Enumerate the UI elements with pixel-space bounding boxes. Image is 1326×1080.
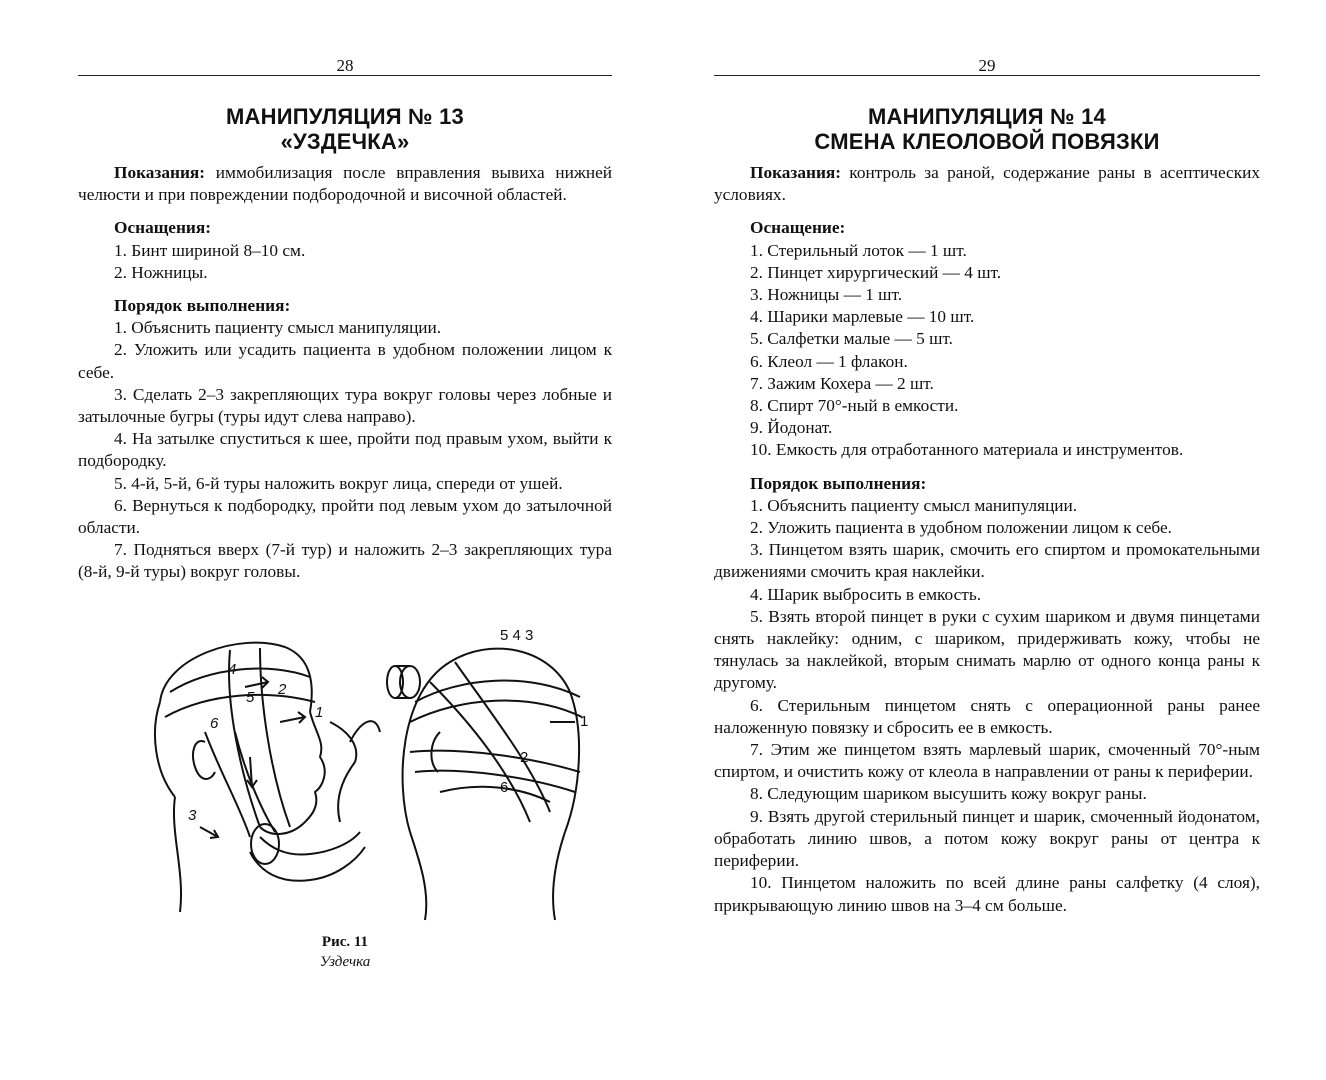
procedure-step: 9. Взять другой стерильный пинцет и шарик, смоченный йодонатом, обработать линию швов, а потом кожу вокруг раны от центра к периферии. xyxy=(714,806,1260,871)
figure-label: 3 xyxy=(188,807,197,824)
indications-text: контроль за раной, содержание раны в асептических условиях. xyxy=(714,163,1260,205)
procedure-step: 2. Уложить или усадить пациента в удобном положении лицом к себе. xyxy=(78,340,612,382)
figure-label: 5 4 3 xyxy=(500,627,534,644)
page-number: 28 xyxy=(336,56,354,75)
equipment-item: 4. Шарики марлевые — 10 шт. xyxy=(750,307,975,327)
page-number: 29 xyxy=(978,56,996,75)
figure-label: 2 xyxy=(520,749,529,766)
equipment-item: 9. Йодонат. xyxy=(750,418,833,438)
procedure-step: 8. Следующим шариком высушить кожу вокруг раны. xyxy=(750,784,1147,804)
equipment-item: 6. Клеол — 1 флакон. xyxy=(750,351,908,371)
procedure-step: 1. Объяснить пациенту смысл манипуляции. xyxy=(750,495,1078,515)
indications-label: Показания: xyxy=(114,163,206,182)
procedure-step: 3. Пинцетом взять шарик, смочить его спиртом и промокательными движениями смочить края наклейки. xyxy=(714,540,1260,582)
indications-label: Показания: xyxy=(750,163,842,182)
figure-label: 1 xyxy=(315,704,324,721)
manipulation-title xyxy=(78,104,612,154)
figure-label: 4 xyxy=(228,661,237,678)
equipment-item: 8. Спирт 70°-ный в емкости. xyxy=(750,396,959,416)
equipment-item: 5. Салфетки малые — 5 шт. xyxy=(750,329,953,349)
figure-label: 6 xyxy=(210,715,219,732)
equipment-item: 2. Ножницы. xyxy=(114,262,208,282)
procedure-step: 2. Уложить пациента в удобном положении лицом к себе. xyxy=(750,518,1172,538)
left-page xyxy=(78,0,612,1080)
procedure-step: 6. Вернуться к подбородку, пройти под левым ухом до затылочной области. xyxy=(78,495,612,538)
title-line-2: СМЕНА КЛЕОЛОВОЙ ПОВЯЗКИ xyxy=(814,129,1160,154)
indications-paragraph xyxy=(78,162,612,206)
procedure-step: 1. Объяснить пациенту смысл манипуляции. xyxy=(114,318,442,338)
right-body xyxy=(714,162,1260,917)
equipment-item: 2. Пинцет хирургический — 4 шт. xyxy=(750,262,1002,282)
title-line-1: МАНИПУЛЯЦИЯ № 13 xyxy=(226,104,464,129)
figure-caption xyxy=(78,932,612,972)
header-rule xyxy=(714,75,1260,76)
bridle-bandage-illustration xyxy=(110,622,594,922)
figure-label: 1 xyxy=(580,713,589,730)
equipment-heading: Оснащение: xyxy=(750,218,846,238)
equipment-item: 10. Емкость для отработанного материала и инструментов. xyxy=(750,440,1184,460)
equipment-item: 7. Зажим Кохера — 2 шт. xyxy=(750,373,934,393)
right-page xyxy=(714,0,1260,1080)
indications-text: иммобилизация после вправления вывиха нижней челюсти и при повреждении подбородочной и височной областей. xyxy=(78,163,612,205)
header-rule xyxy=(78,75,612,76)
procedure-heading: Порядок выполнения: xyxy=(114,296,291,316)
procedure-step: 6. Стерильным пинцетом снять с операционной раны ранее наложенную повязку и сбросить ее в емкость. xyxy=(714,695,1260,737)
procedure-step: 7. Этим же пинцетом взять марлевый шарик, смоченный 70°-ным спиртом, и очистить кожу от клеола в направлении от раны к периферии. xyxy=(714,740,1260,782)
manipulation-title xyxy=(714,104,1260,154)
figure-number: Рис. 11 xyxy=(321,934,369,950)
procedure-heading: Порядок выполнения: xyxy=(750,473,927,493)
equipment-heading: Оснащения: xyxy=(114,218,211,238)
title-line-1: МАНИПУЛЯЦИЯ № 14 xyxy=(868,104,1106,129)
left-body xyxy=(78,162,612,584)
procedure-step: 4. На затылке спуститься к шее, пройти под правым ухом, выйти к подбородку. xyxy=(78,429,612,471)
procedure-step: 7. Подняться вверх (7-й тур) и наложить 2–3 закрепляющих тура (8-й, 9-й туры) вокруг головы. xyxy=(78,540,612,582)
procedure-step: 5. 4-й, 5-й, 6-й туры наложить вокруг лица, спереди от ушей. xyxy=(114,473,563,493)
procedure-step: 3. Сделать 2–3 закрепляющих тура вокруг головы через лобные и затылочные бугры (туры идут слева направо). xyxy=(78,384,612,427)
procedure-step: 5. Взять второй пинцет в руки с сухим шариком и двумя пинцетами снять наклейку: одним, с шариком, придерживать кожу, чтобы не тянулась за наклейкой, вторым снимать марлю от одного конца раны к другому. xyxy=(714,606,1260,693)
equipment-item: 3. Ножницы — 1 шт. xyxy=(750,285,903,305)
title-line-2: «УЗДЕЧКА» xyxy=(280,129,410,154)
figure-title: Уздечка xyxy=(319,954,371,970)
equipment-item: 1. Бинт шириной 8–10 см. xyxy=(114,240,306,260)
figure-label: 6 xyxy=(500,779,509,796)
indications-paragraph xyxy=(714,162,1260,206)
figure-label: 5 xyxy=(246,689,255,706)
procedure-step: 10. Пинцетом наложить по всей длине раны салфетку (4 слоя), прикрывающую линию швов на 3–4 см больше. xyxy=(714,873,1260,915)
procedure-step: 4. Шарик выбросить в емкость. xyxy=(750,584,982,604)
figure-label: 2 xyxy=(278,681,287,698)
equipment-item: 1. Стерильный лоток — 1 шт. xyxy=(750,240,967,260)
